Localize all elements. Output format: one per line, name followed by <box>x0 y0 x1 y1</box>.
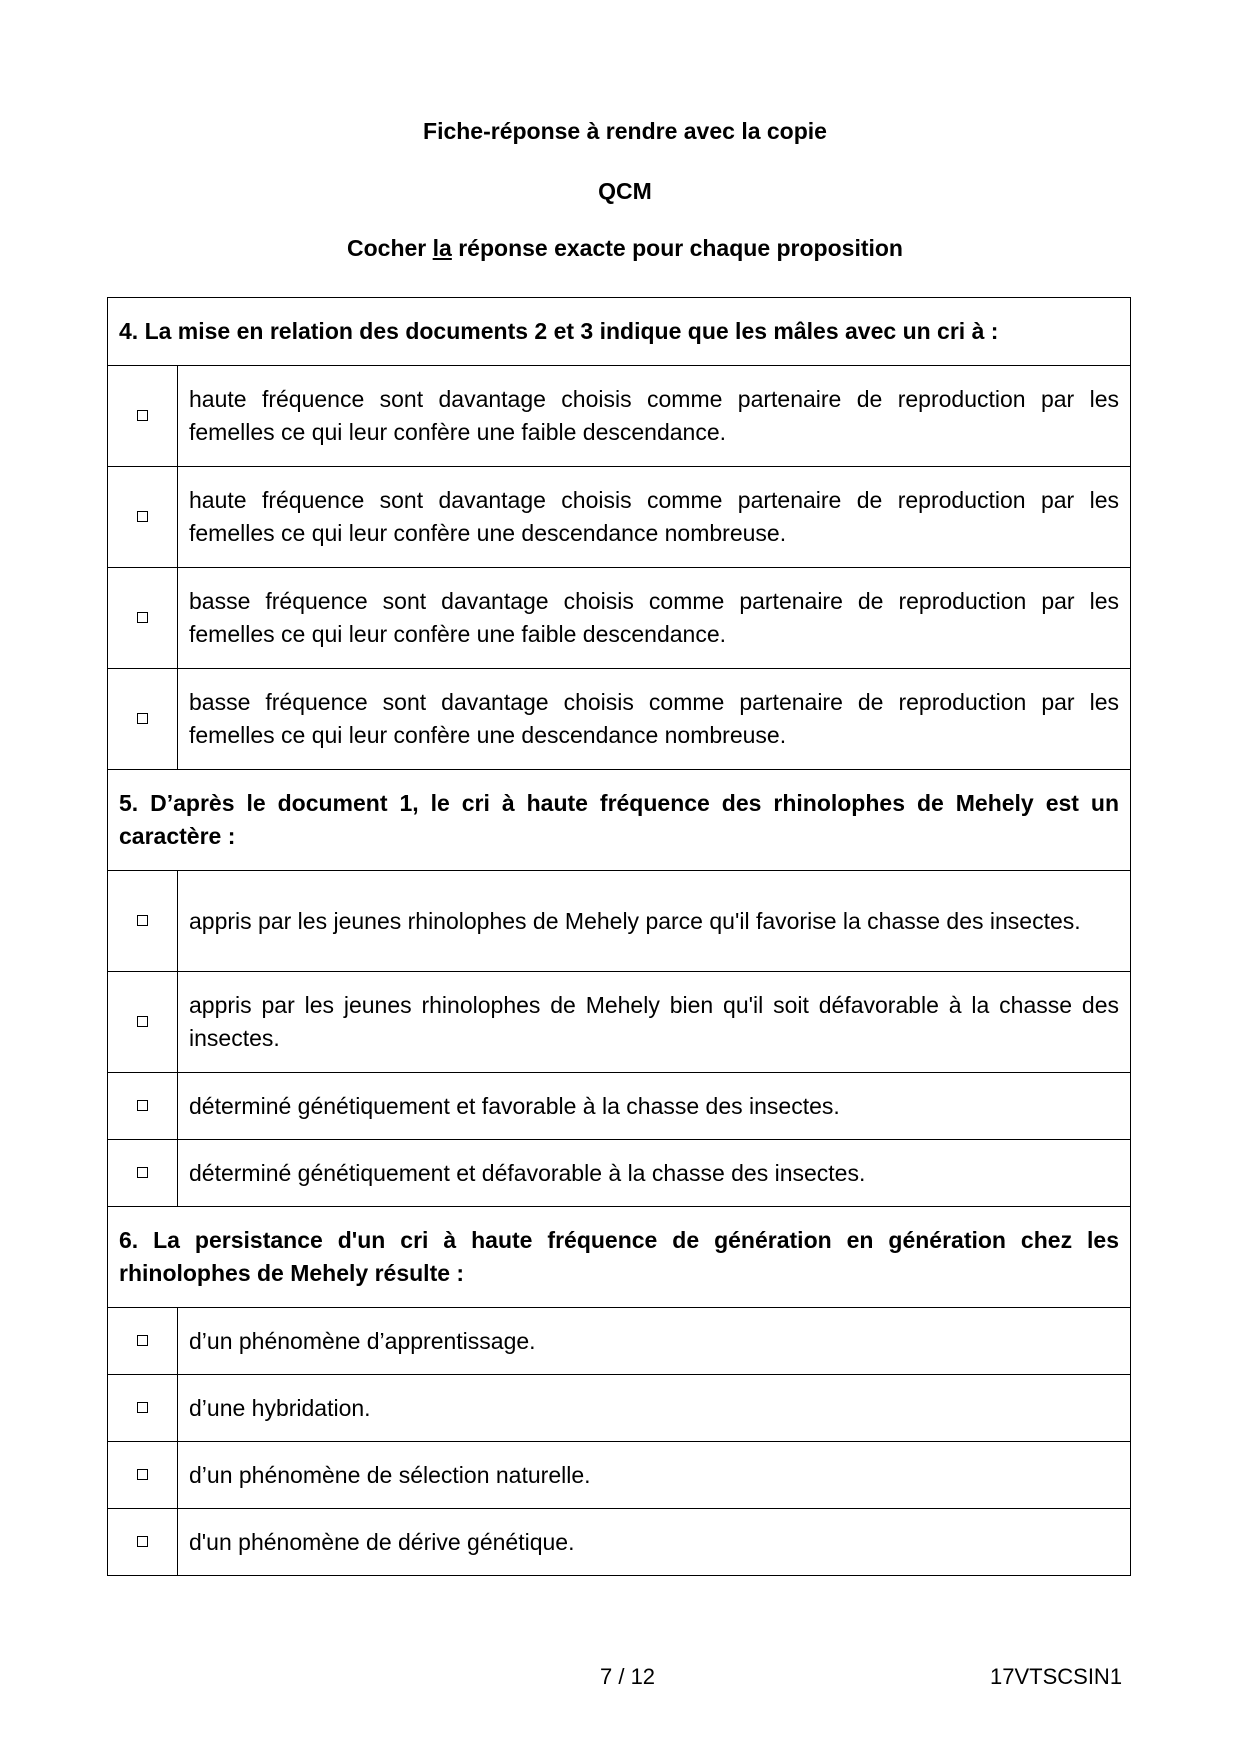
answer-text: haute fréquence sont davantage choisis comme partenaire de reproduction par les femelles ce qui leur confère une descendance nombreuse. <box>178 467 1131 568</box>
checkbox-icon[interactable] <box>137 1335 148 1346</box>
question-row <box>108 770 1131 871</box>
answer-row[interactable] <box>108 972 1131 1073</box>
answer-checkbox[interactable] <box>108 871 178 972</box>
answer-row[interactable] <box>108 568 1131 669</box>
sheet-subtitle: QCM <box>598 178 652 204</box>
question-title: 4. La mise en relation des documents 2 et 3 indique que les mâles avec un cri à : <box>108 298 1131 366</box>
checkbox-icon[interactable] <box>137 713 148 724</box>
sheet-title: Fiche-réponse à rendre avec la copie <box>423 118 827 144</box>
answer-text: basse fréquence sont davantage choisis comme partenaire de reproduction par les femelles ce qui leur confère une faible descendance. <box>178 568 1131 669</box>
instruction <box>0 235 1240 262</box>
checkbox-icon[interactable] <box>137 612 148 623</box>
answer-text: d'un phénomène de dérive génétique. <box>178 1509 1131 1576</box>
answer-text: d’un phénomène de sélection naturelle. <box>178 1442 1131 1509</box>
answer-checkbox[interactable] <box>108 1442 178 1509</box>
checkbox-icon[interactable] <box>137 1100 148 1111</box>
question-title: 5. D’après le document 1, le cri à haute fréquence des rhinolophes de Mehely est un caractère : <box>108 770 1131 871</box>
answer-row[interactable] <box>108 366 1131 467</box>
checkbox-icon[interactable] <box>137 1469 148 1480</box>
answer-row[interactable] <box>108 871 1131 972</box>
question-title: 6. La persistance d'un cri à haute fréquence de génération en génération chez les rhinolophes de Mehely résulte : <box>108 1207 1131 1308</box>
answer-checkbox[interactable] <box>108 972 178 1073</box>
answer-text: déterminé génétiquement et défavorable à la chasse des insectes. <box>178 1140 1131 1207</box>
checkbox-icon[interactable] <box>137 1167 148 1178</box>
answer-checkbox[interactable] <box>108 366 178 467</box>
answer-row[interactable] <box>108 467 1131 568</box>
answer-text: appris par les jeunes rhinolophes de Mehely parce qu'il favorise la chasse des insectes. <box>178 871 1131 972</box>
answer-row[interactable] <box>108 1073 1131 1140</box>
document-code: 17VTSCSIN1 <box>990 1664 1123 1689</box>
answer-text: haute fréquence sont davantage choisis comme partenaire de reproduction par les femelles ce qui leur confère une faible descendance. <box>178 366 1131 467</box>
answer-row[interactable] <box>108 669 1131 770</box>
answer-text: d’une hybridation. <box>178 1375 1131 1442</box>
answer-checkbox[interactable] <box>108 568 178 669</box>
qcm-table <box>107 297 1131 1576</box>
page-number: 7 / 12 <box>600 1664 656 1689</box>
answer-row[interactable] <box>108 1442 1131 1509</box>
answer-text: appris par les jeunes rhinolophes de Mehely bien qu'il soit défavorable à la chasse des insectes. <box>178 972 1131 1073</box>
answer-row[interactable] <box>108 1375 1131 1442</box>
question-row <box>108 298 1131 366</box>
answer-checkbox[interactable] <box>108 1308 178 1375</box>
checkbox-icon[interactable] <box>137 915 148 926</box>
answer-checkbox[interactable] <box>108 467 178 568</box>
answer-text: basse fréquence sont davantage choisis comme partenaire de reproduction par les femelles ce qui leur confère une descendance nombreuse. <box>178 669 1131 770</box>
answer-checkbox[interactable] <box>108 1140 178 1207</box>
checkbox-icon[interactable] <box>137 511 148 522</box>
checkbox-icon[interactable] <box>137 410 148 421</box>
checkbox-icon[interactable] <box>137 1016 148 1027</box>
instruction-post: réponse exacte pour chaque proposition <box>451 235 903 261</box>
answer-row[interactable] <box>108 1509 1131 1576</box>
answer-checkbox[interactable] <box>108 1375 178 1442</box>
answer-text: d’un phénomène d’apprentissage. <box>178 1308 1131 1375</box>
answer-row[interactable] <box>108 1308 1131 1375</box>
instruction-underlined: la <box>432 235 452 261</box>
answer-checkbox[interactable] <box>108 1073 178 1140</box>
answer-text: déterminé génétiquement et favorable à la chasse des insectes. <box>178 1073 1131 1140</box>
checkbox-icon[interactable] <box>137 1536 148 1547</box>
answer-checkbox[interactable] <box>108 669 178 770</box>
answer-checkbox[interactable] <box>108 1509 178 1576</box>
instruction-pre: Cocher <box>347 235 433 261</box>
question-row <box>108 1207 1131 1308</box>
checkbox-icon[interactable] <box>137 1402 148 1413</box>
answer-row[interactable] <box>108 1140 1131 1207</box>
